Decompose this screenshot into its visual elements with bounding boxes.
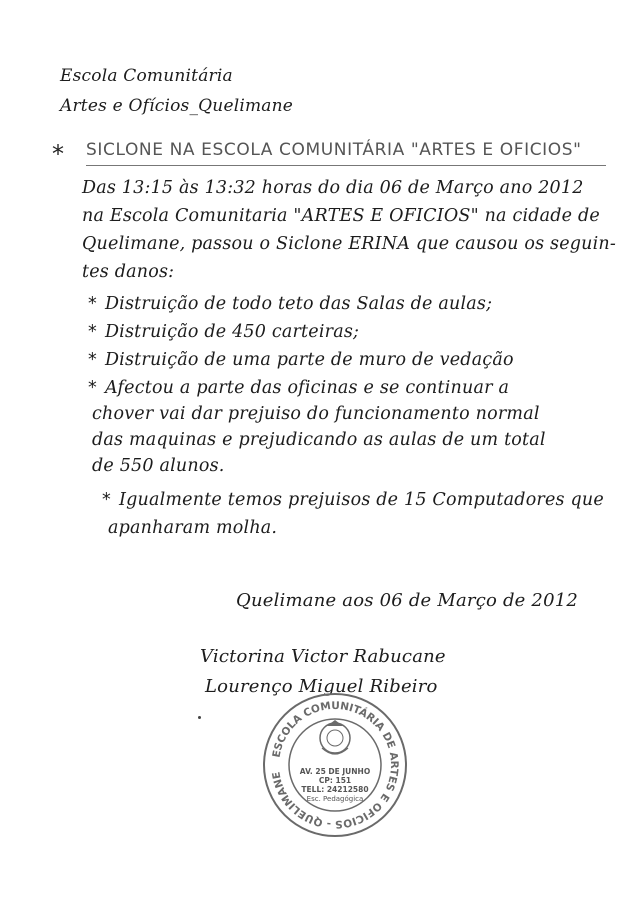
damage-bullet: * bbox=[88, 322, 97, 342]
paragraph-line-1: Das 13:15 às 13:32 horas do dia 06 de Março ano 2012 bbox=[82, 178, 584, 198]
school-subtitle: Artes e Ofícios_Quelimane bbox=[60, 96, 294, 116]
damage-item-5 bbox=[102, 490, 604, 510]
damage-bullet: * bbox=[88, 294, 97, 314]
emblem-icon bbox=[320, 720, 350, 754]
stamp-address-3: TELL: 24212580 bbox=[301, 785, 369, 794]
damage-bullet: * bbox=[88, 350, 97, 370]
damage-item-4 bbox=[88, 378, 509, 398]
damage-item-4-line-3: das maquinas e prejudicando as aulas de um total bbox=[92, 430, 546, 450]
paragraph-line-2: na Escola Comunitaria "ARTES E OFICIOS" na cidade de bbox=[82, 206, 600, 226]
stamp-seal bbox=[260, 690, 410, 840]
date-line: Quelimane aos 06 de Março de 2012 bbox=[236, 590, 579, 611]
damage-item-4-line-2: chover vai dar prejuiso do funcionamento normal bbox=[92, 404, 540, 424]
stamp-ring-text: ESCOLA COMUNITÁRIA DE ARTES E OFICIOS - QUELIMANE bbox=[270, 699, 401, 831]
signature-1: Victorina Victor Rabucane bbox=[200, 646, 446, 667]
ink-dot bbox=[198, 716, 201, 719]
stamp-address-2: CP: 151 bbox=[318, 776, 352, 785]
school-stamp bbox=[260, 690, 410, 840]
stamp-address-4: Esc. Pedagógica bbox=[306, 795, 364, 803]
title-underline bbox=[86, 165, 606, 166]
damage-item-3 bbox=[88, 350, 514, 370]
damage-item-4-line-4: de 550 alunos. bbox=[92, 456, 225, 476]
document-title: SICLONE NA ESCOLA COMUNITÁRIA "ARTES E OFICIOS" bbox=[86, 140, 582, 160]
damage-text: Igualmente temos prejuisos de 15 Computadores que bbox=[118, 490, 604, 510]
damage-bullet: * bbox=[88, 378, 97, 398]
damage-item-5-line-2: apanharam molha. bbox=[108, 518, 278, 538]
damage-item-1 bbox=[88, 294, 492, 314]
signature-2: Lourenço Miguel Ribeiro bbox=[205, 676, 438, 697]
stamp-address-1: AV. 25 DE JUNHO bbox=[299, 767, 371, 776]
damage-item-2 bbox=[88, 322, 359, 342]
title-bullet: * bbox=[52, 140, 64, 168]
damage-bullet: * bbox=[102, 490, 111, 510]
damage-text: Distruição de uma parte de muro de vedação bbox=[104, 350, 514, 370]
paragraph-line-4: tes danos: bbox=[82, 262, 175, 282]
school-name: Escola Comunitária bbox=[60, 66, 233, 86]
stamp-outer-ring bbox=[264, 694, 406, 836]
paragraph-line-3: Quelimane, passou o Siclone ERINA que causou os seguin- bbox=[82, 234, 617, 254]
damage-text: Afectou a parte das oficinas e se continuar a bbox=[104, 378, 510, 398]
damage-text: Distruição de 450 carteiras; bbox=[104, 322, 360, 342]
damage-text: Distruição de todo teto das Salas de aulas; bbox=[104, 294, 493, 314]
